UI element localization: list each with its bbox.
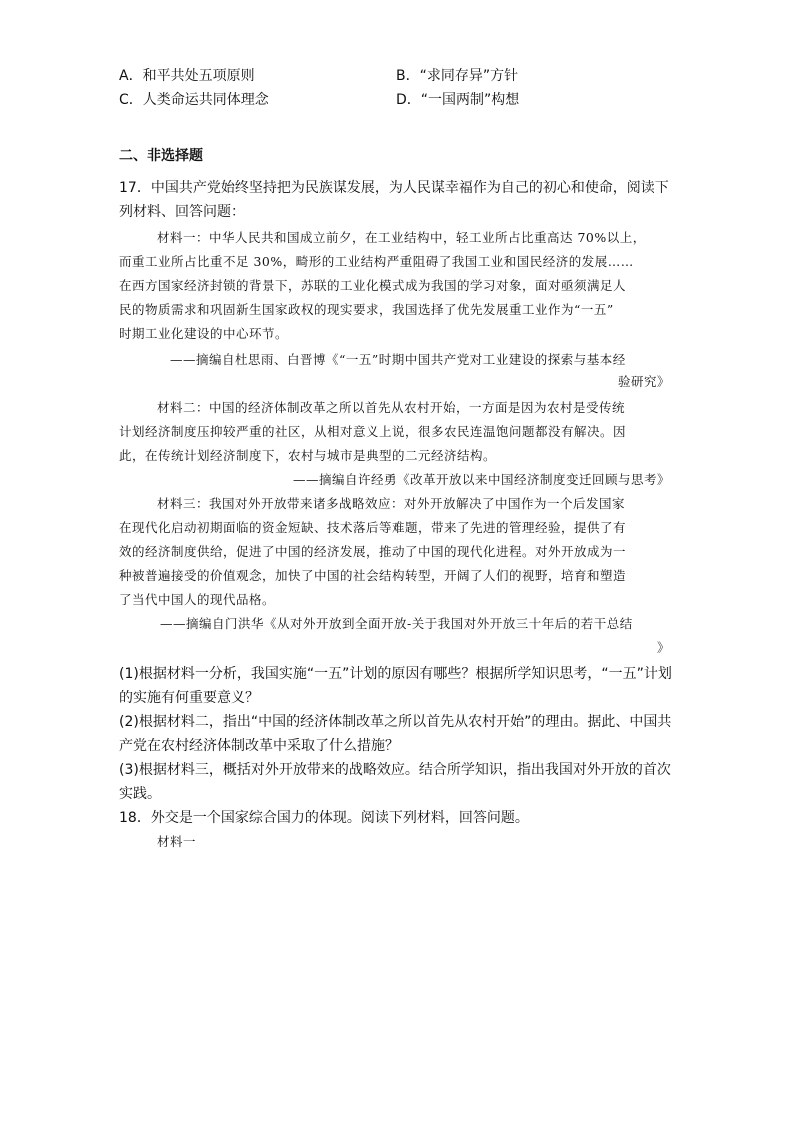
material-3-line: 在现代化启动初期面临的资金短缺、技术落后等难题，带来了先进的管理经验，提供了有 (119, 520, 627, 535)
material-1-line: 在西方国家经济封锁的背景下，苏联的工业化模式成为我国的学习对象，面对亟须满足人 (119, 278, 627, 293)
question-line: 产党在农村经济体制改革中采取了什么措施？ (119, 738, 399, 754)
material-1-line: 材料一：中华人民共和国成立前夕，在工业结构中，轻工业所占比重高达 70%以上， (157, 230, 646, 245)
q18-stem: 18．外交是一个国家综合国力的体现。阅读下列材料，回答问题。 (119, 810, 529, 826)
material-3-source: ——摘编自门洪华《从对外开放到全面开放-关于我国对外开放三十年后的若干总结 (160, 616, 633, 631)
material-2-line: 计划经济制度压抑较严重的社区，从相对意义上说，很多农民连温饱问题都没有解决。因 (119, 424, 627, 439)
q17-stem-line1: 17．中国共产党始终坚持把为民族谋发展，为人民谋幸福作为自己的初心和使命，阅读下 (119, 180, 669, 196)
material-1-source-cont: 验研究》 (617, 374, 670, 389)
option-c: C．人类命运共同体理念 (119, 92, 269, 108)
material-3-line: 效的经济制度供给，促进了中国的经济发展，推动了中国的现代化进程。对外开放成为一 (119, 544, 627, 559)
q17-stem-line2: 列材料、回答问题： (119, 204, 245, 220)
section-title: 二、非选择题 (119, 148, 203, 164)
option-a: A．和平共处五项原则 (119, 68, 255, 84)
material-2-line: 此，在传统计划经济制度下，农村与城市是典型的二元经济结构。 (119, 448, 497, 463)
question-line: (3)根据材料三，概括对外开放带来的战略效应。结合所学知识，指出我国对外开放的首次 (119, 762, 671, 778)
material-1-source: ——摘编自杜思雨、白晋博《“一五”时期中国共产党对工业建设的探索与基本经 (170, 352, 626, 367)
material-1-line: 民的物质需求和巩固新生国家政权的现实要求，我国选择了优先发展重工业作为“一五” (119, 302, 614, 317)
material-3-line: 种被普遍接受的价值观念，加快了中国的社会结构转型，开阔了人们的视野，培育和塑造 (119, 568, 627, 583)
question-line: 实践。 (119, 786, 161, 802)
material-1-line: 时期工业化建设的中心环节。 (119, 326, 289, 341)
option-d: D．“一国两制”构想 (396, 92, 520, 108)
material-2-line: 材料二：中国的经济体制改革之所以首先从农村开始，一方面是因为农村是受传统 (157, 400, 626, 415)
q18-material-label: 材料一 (157, 834, 197, 849)
question-line: (1)根据材料一分析，我国实施“一五”计划的原因有哪些？根据所学知识思考，“一五”计划 (119, 666, 672, 682)
question-line: (2)根据材料二，指出“中国的经济体制改革之所以首先从农村开始”的理由。据此、中国共 (119, 714, 672, 730)
material-3-line: 了当代中国人的现代品格。 (119, 592, 276, 607)
material-3-source-cont: 》 (656, 640, 670, 655)
material-3-line: 材料三：我国对外开放带来诸多战略效应：对外开放解决了中国作为一个后发国家 (157, 496, 626, 511)
question-line: 的实施有何重要意义？ (119, 690, 259, 706)
material-1-line: 而重工业所占比重不足 30%，畸形的工业结构严重阻碍了我国工业和国民经济的发展…… (119, 254, 634, 269)
material-2-source: ——摘编自许经勇《改革开放以来中国经济制度变迁回顾与思考》 (292, 472, 670, 487)
option-b: B．“求同存异”方针 (396, 68, 519, 84)
